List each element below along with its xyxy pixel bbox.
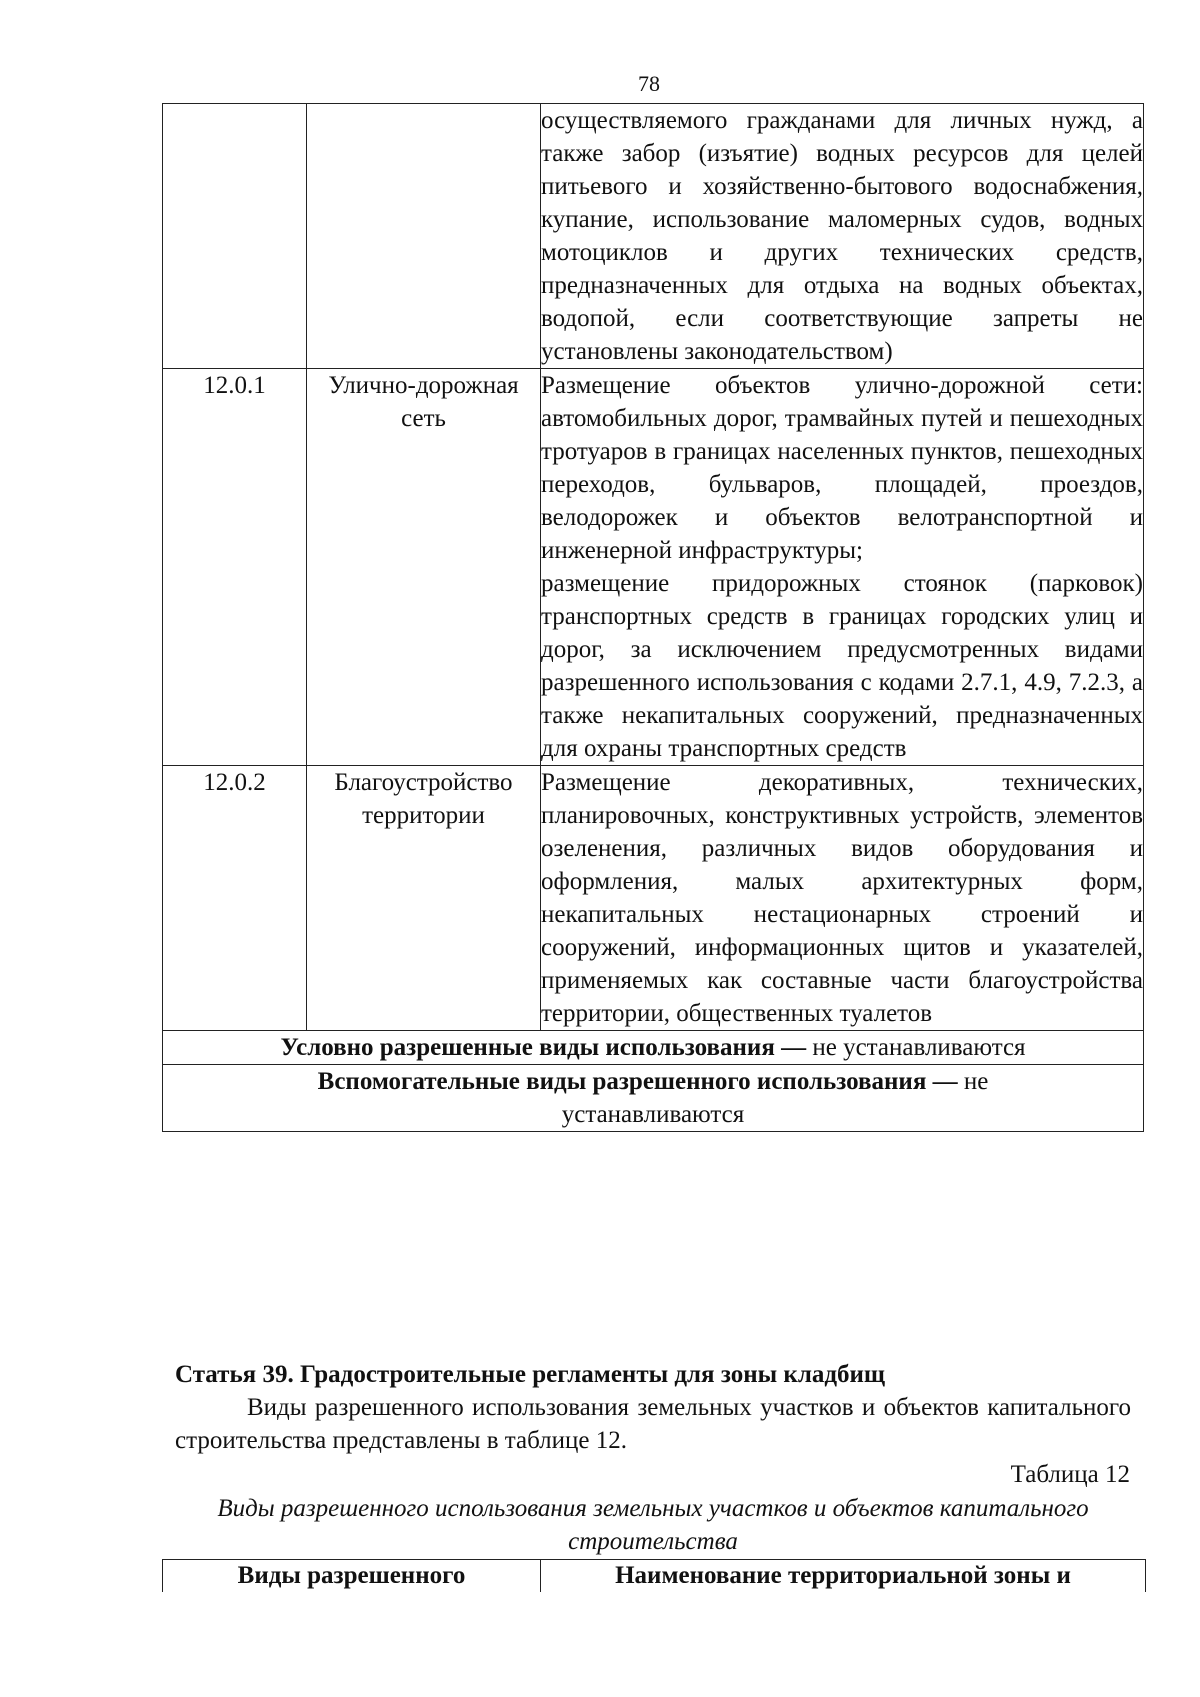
- name-cell: Благоустройство территории: [307, 766, 541, 1031]
- header-cell: Наименование территориальной зоны и: [541, 1560, 1146, 1593]
- code-cell: 12.0.1: [163, 369, 307, 766]
- description-paragraph: Размещение объектов улично-дорожной сети: автомобильных дорог, трамвайных путей и пешеходных тротуаров в границах населенных пунктов, пешеходных переходов, бульваров, площадей, проездов, велодорожек и объектов велотранспортной и инженерной инфраструктуры;: [541, 372, 1143, 564]
- auxiliary-uses-value: не устанавливаются: [561, 1068, 989, 1128]
- auxiliary-uses-row: [163, 1065, 1144, 1132]
- code-cell: 12.0.2: [163, 766, 307, 1031]
- name-cell: Улично-дорожная сеть: [307, 369, 541, 766]
- table-row: [163, 1560, 1146, 1593]
- conditional-uses-value: не устанавливаются: [806, 1034, 1026, 1061]
- name-cell: [307, 104, 541, 369]
- description-cell: [541, 369, 1144, 766]
- auxiliary-uses-label: Вспомогательные виды разрешенного использования —: [317, 1068, 958, 1095]
- header-cell: Виды разрешенного: [163, 1560, 541, 1593]
- table-label: Таблица 12: [1010, 1461, 1130, 1488]
- conditional-uses-row: [163, 1031, 1144, 1065]
- table-caption: Виды разрешенного использования земельных участков и объектов капитального строительства: [217, 1495, 1089, 1555]
- page-number: 78: [638, 71, 660, 96]
- section-title: Статья 39. Градостроительные регламенты для зоны кладбищ: [175, 1361, 885, 1388]
- table-row: [163, 369, 1144, 766]
- description-paragraph: размещение придорожных стоянок (парковок) транспортных средств в границах городских улиц и дорог, за исключением предусмотренных видами разрешенного использования с кодами 2.7.1, 4.9, 7.2.3, а также некапитальных сооружений, предназначенных для охраны транспортных средств: [541, 570, 1143, 762]
- table-row: [163, 766, 1144, 1031]
- code-cell: [163, 104, 307, 369]
- intro-paragraph: Виды разрешенного использования земельных участков и объектов капитального строительства представлены в таблице 12.: [175, 1394, 1131, 1454]
- description-cell: осуществляемого гражданами для личных нужд, а также забор (изъятие) водных ресурсов для целей питьевого и хозяйственно-бытового водоснабжения, купание, использование маломерных судов, водных мотоциклов и других технических средств, предназначенных для отдыха на водных объектах, водопой, если соответствующие запреты не установлены законодательством): [541, 104, 1144, 369]
- description-cell: Размещение декоративных, технических, планировочных, конструктивных устройств, элементов озеленения, различных видов оборудования и оформления, малых архитектурных форм, некапитальных нестационарных строений и сооружений, информационных щитов и указателей, применяемых как составные части благоустройства территории, общественных туалетов: [541, 766, 1144, 1031]
- land-use-table: [162, 103, 1144, 1132]
- table-row: [163, 104, 1144, 369]
- conditional-uses-cell: [163, 1031, 1144, 1065]
- zone-table-header: [162, 1559, 1146, 1592]
- auxiliary-uses-cell: [163, 1065, 1144, 1132]
- conditional-uses-label: Условно разрешенные виды использования —: [280, 1034, 807, 1061]
